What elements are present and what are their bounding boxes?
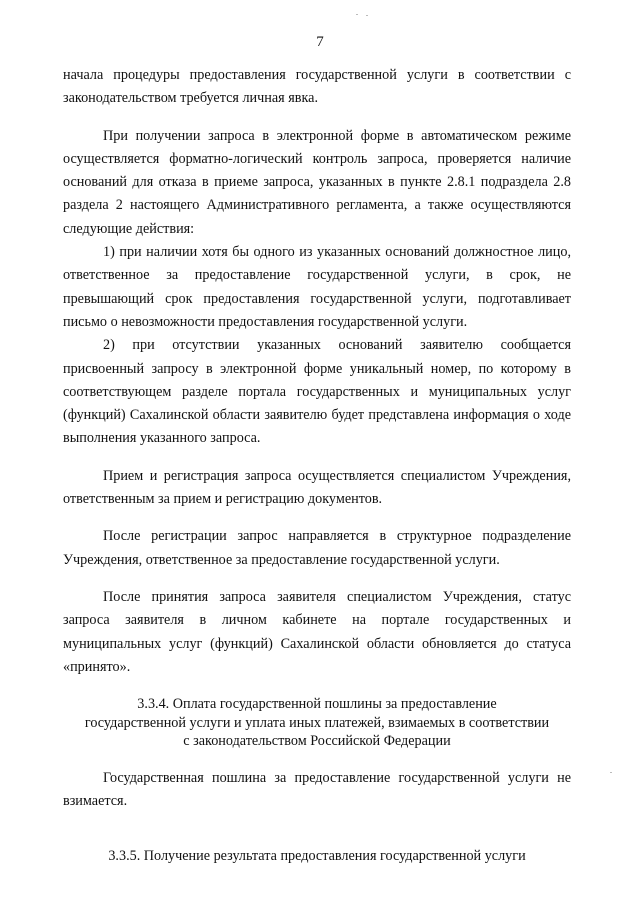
section-heading-3-3-4 (63, 695, 571, 751)
heading-line: с законодательством Российской Федерации (183, 733, 451, 750)
heading-line: государственной услуги и уплата иных платежей, взимаемых в соответствии (84, 714, 550, 731)
paragraph-registration: Прием и регистрация запроса осуществляется специалистом Учреждения, ответственным за прием и регистрацию документов. (63, 467, 571, 508)
paragraph-electronic-request: При получении запроса в электронной форме в автоматическом режиме осуществляется форматно-логический контроль запроса, проверяется наличие оснований для отказа в приеме запроса, указанных в пункте 2.8.1 подраздела 2.8 раздела 2 настоящего Административного регламента, а также осуществляются следующие действия: (63, 127, 571, 237)
paragraph-duty: Государственная пошлина за предоставление государственной услуги не взимается. (63, 769, 571, 809)
scan-artifact (610, 772, 612, 773)
paragraph-item-1: 1) при наличии хотя бы одного из указанных оснований должностное лицо, ответственное за предоставление государственной услуги, в срок, не превышающий срок предоставления государственной услуги, подготавливает письмо о невозможности предоставления государственной услуги. (63, 244, 571, 330)
paragraph-status: После принятия запроса заявителя специалистом Учреждения, статус запроса заявителя в личном кабинете на портале государственных и муниципальных услуг (функций) Сахалинской области обновляется до статуса «принято». (63, 588, 571, 675)
document-body (63, 64, 571, 869)
heading-line: 3.3.4. Оплата государственной пошлины за предоставление (137, 696, 497, 713)
paragraph-forwarding: После регистрации запрос направляется в структурное подразделение Учреждения, ответственное за предоставление государственной услуги. (63, 528, 571, 568)
section-heading-3-3-5: 3.3.5. Получение результата предоставления государственной услуги (108, 848, 526, 865)
paragraph-item-2: 2) при отсутствии указанных оснований заявителю сообщается присвоенный запросу в электронной форме уникальный номер, по которому в соответствующем разделе портала государственных и муниципальных услуг (функций) Сахалинской области заявителю будет представлена информация о ходе выполнения указанного запроса. (63, 337, 571, 447)
page-number: 7 (316, 34, 324, 50)
paragraph-continuation: начала процедуры предоставления государственной услуги в соответствии с законодательством требуется личная явка. (63, 67, 571, 107)
scan-artifact (366, 15, 368, 16)
scan-artifact (356, 14, 358, 15)
